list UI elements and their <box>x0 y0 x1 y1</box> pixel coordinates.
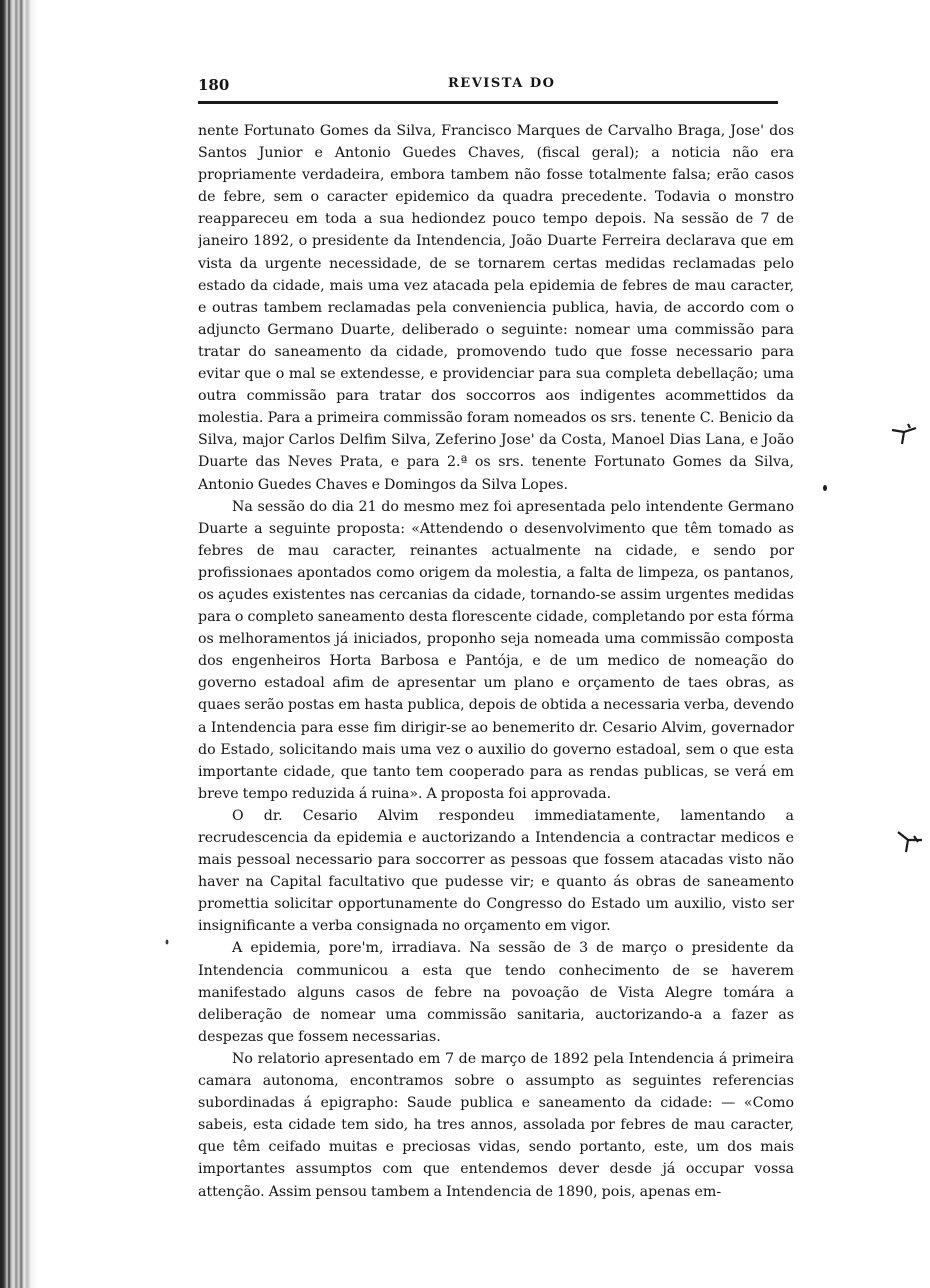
body-text <box>198 120 794 1270</box>
book-binding-edge <box>0 0 38 1288</box>
running-title: REVISTA DO <box>448 76 556 91</box>
paragraph-2: Na sessão do dia 21 do mesmo mez foi apresentada pelo intendente Germano Duarte a seguinte proposta: «Attendendo o desenvolvimento que têm tomado as febres de mau caracter, reinantes actualmente na cidade, e sendo por profissionaes apontados como origem da molestia, a falta de limpeza, os pantanos, os açudes existentes nas cercanias da cidade, tornando-se assim urgentes medidas para o completo saneamento desta florescente cidade, completando por esta fórma os melhoramentos já iniciados, proponho seja nomeada uma commissão composta dos engenheiros Horta Barbosa e Pantója, e de um medico de nomeação do governo estadoal afim de apresentar um plano e orçamento de taes obras, as quaes serão postas em hasta publica, depois de obtida a necessaria verba, devendo a Intendencia para esse fim dirigir-se ao benemerito dr. Cesario Alvim, governador do Estado, solicitando mais uma vez o auxilio do governo estadoal, sem o que esta importante cidade, que tanto tem cooperado para as rendas publicas, se verá em breve tempo reduzida á ruina». A proposta foi approvada. <box>198 498 794 802</box>
paragraph-5: No relatorio apresentado em 7 de março de 1892 pela Intendencia á primeira camara autonoma, encontramos sobre o assumpto as seguintes referencias subordinadas á epigrapho: Saude publica e saneamento da cidade: — «Como sabeis, esta cidade tem sido, ha tres annos, assolada por febres de mau caracter, que têm ceifado muitas e preciosas vidas, sendo portanto, este, um dos mais importantes assumptos com que entendemos dever desde já occupar vossa attenção. Assim pensou tambem a Intendencia de 1890, pois, apenas em- <box>198 1050 794 1200</box>
margin-mark-speck <box>164 938 170 946</box>
page-number: 180 <box>198 76 230 94</box>
margin-mark-dot <box>822 484 828 492</box>
paragraph-4: A epidemia, pore'm, irradiava. Na sessão de 3 de março o presidente da Intendencia communicou a esta que tendo conhecimento de se haverem manifestado alguns casos de febre na povoação de Vista Alegre tomára a deliberação de nomear uma commissão sanitaria, auctorizando-a a fazer as despezas que fossem necessarias. <box>198 940 794 1045</box>
page-header <box>198 74 780 104</box>
margin-mark-arrow-lower <box>896 828 926 854</box>
header-rule <box>198 101 778 104</box>
paragraph-1: nente Fortunato Gomes da Silva, Francisco Marques de Carvalho Braga, Jose' dos Santos Junior e Antonio Guedes Chaves, (fiscal geral); a noticia não era propriamente verdadeira, embora tambem não fosse totalmente falsa; erão casos de febre, sem o caracter epidemico da quadra precedente. Todavia o monstro reappareceu em toda a sua hediondez pouco tempo depois. Na sessão de 7 de janeiro 1892, o presidente da Intendencia, João Duarte Ferreira declarava que em vista da urgente necessidade, de se tornarem certas medidas reclamadas pelo estado da cidade, mais uma vez atacada pela epidemia de febres de mau caracter, e outras tambem reclamadas pela conveniencia publica, havia, de accordo com o adjuncto Germano Duarte, deliberado o seguinte: nomear uma commissão para tratar do saneamento da cidade, promovendo tudo que fosse necessario para evitar que o mal se extendesse, e providenciar para sua completa debellação; uma outra commissão para tratar dos soccorros aos indigentes acommettidos da molestia. Para a primeira commissão foram nomeados os srs. tenente C. Benicio da Silva, major Carlos Delfim Silva, Zeferino Jose' da Costa, Manoel Dias Lana, e João Duarte das Neves Prata, e para 2.ª os srs. tenente Fortunato Gomes da Silva, Antonio Guedes Chaves e Domingos da Silva Lopes. <box>198 123 794 493</box>
paragraph-3: O dr. Cesario Alvim respondeu immediatamente, lamentando a recrudescencia da epidemia e auctorizando a Intendencia a contractar medicos e mais pessoal necessario para soccorrer as pessoas que fossem atacadas visto não haver na Capital facultativo que pudesse vir; e quanto ás obras de saneamento promettia solicitar opportunamente do Congresso do Estado um auxilio, visto ser insignificante a verba consignada no orçamento em vigor. <box>198 807 794 935</box>
margin-mark-arrow-upper <box>890 420 920 446</box>
